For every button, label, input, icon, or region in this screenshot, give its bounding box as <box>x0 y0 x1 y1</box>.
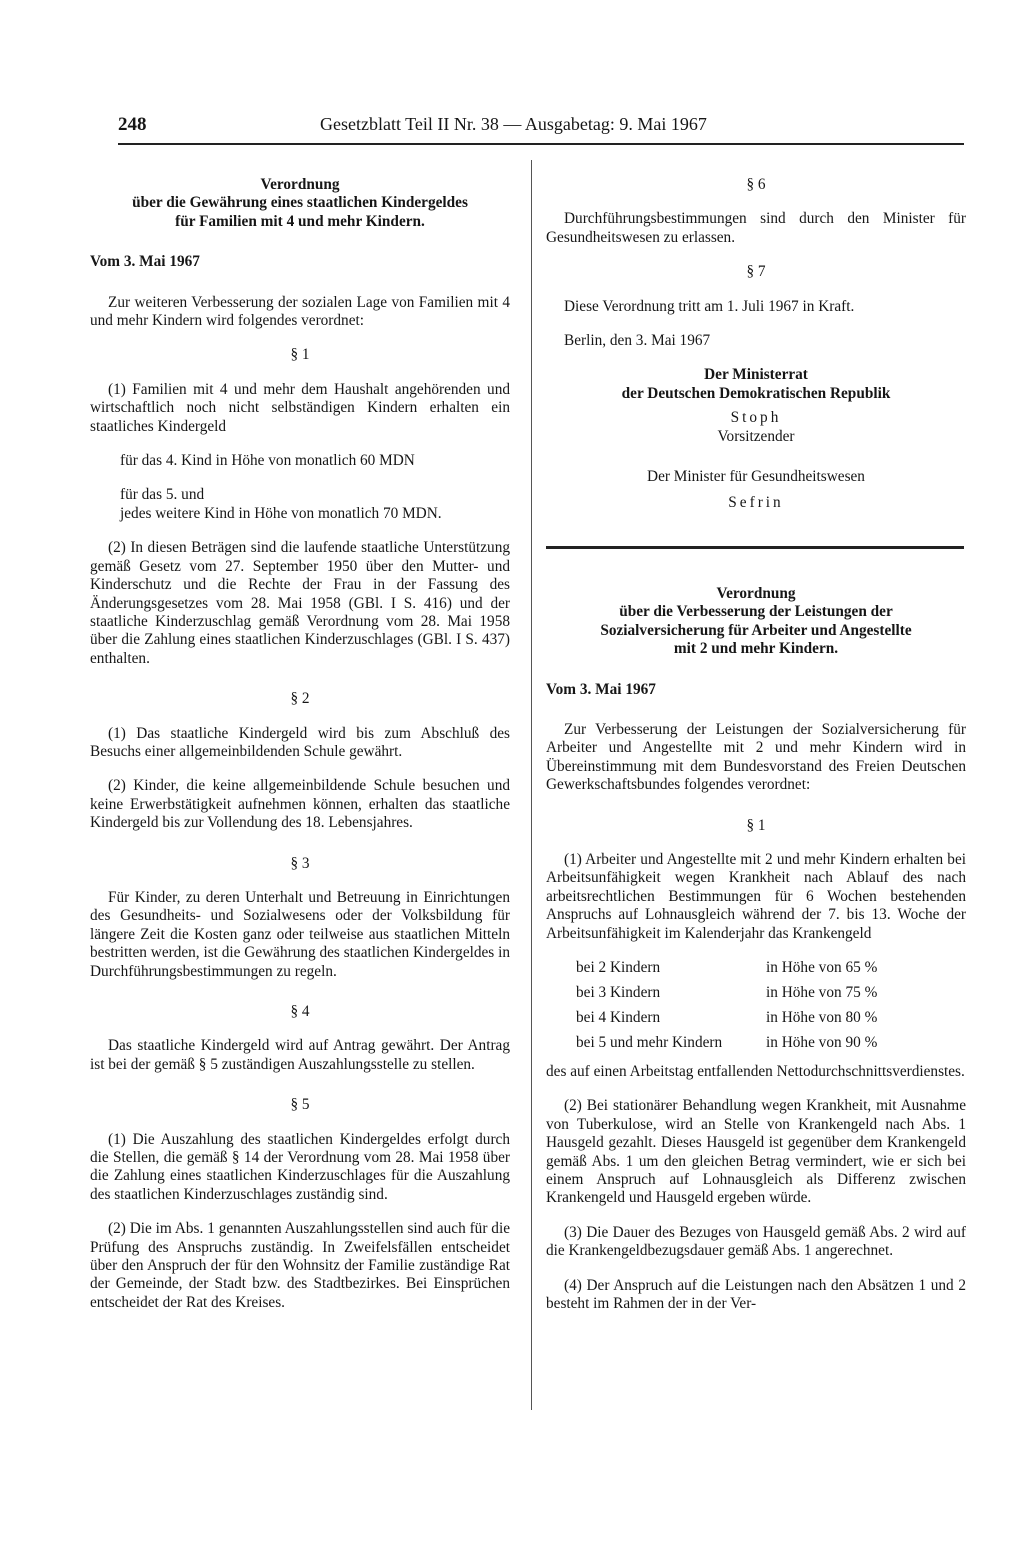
amount-line: für das 5. und <box>120 486 205 504</box>
table-row <box>576 1030 877 1055</box>
paragraph: (3) Die Dauer des Bezuges von Hausgeld gemäß Abs. 2 wird auf die Krankengeldbezugsdauer gemäß Abs. 1 angerechnet. <box>546 1223 966 1260</box>
amount-line: für das 4. Kind in Höhe von monatlich 60 MDN <box>120 452 415 470</box>
section-heading: § 6 <box>746 176 766 193</box>
page-number: 248 <box>118 114 147 135</box>
table-row <box>576 955 877 980</box>
paragraph: Diese Verordnung tritt am 1. Juli 1967 in Kraft. <box>564 297 855 315</box>
paragraph: (4) Der Anspruch auf die Leistungen nach den Absätzen 1 und 2 besteht im Rahmen der in der Ver- <box>546 1276 966 1313</box>
paragraph: (2) Kinder, die keine allgemeinbildende Schule besuchen und keine Erwerbstätigkeit aufnehmen können, erhalten das staatliche Kindergeld bis zur Vollendung des 18. Lebensjahres. <box>90 777 510 832</box>
section-heading: § 1 <box>746 816 766 834</box>
council-name: Der Ministerrat <box>704 366 808 384</box>
rate-condition: bei 3 Kindern <box>576 983 661 1001</box>
rate-value: in Höhe von 75 % <box>766 983 878 1001</box>
section-heading: § 2 <box>290 690 310 708</box>
rate-condition: bei 2 Kindern <box>576 958 661 976</box>
title-line: mit 2 und mehr Kindern. <box>673 640 839 658</box>
signatory-role: Der Minister für Gesundheitswesen <box>647 468 865 486</box>
paragraph: (1) Das staatliche Kindergeld wird bis zum Abschluß des Besuchs einer allgemeinbildenden Schule gewährt. <box>90 724 510 760</box>
paragraph: des auf einen Arbeitstag entfallenden Nettodurchschnittsverdienstes. <box>546 1062 965 1080</box>
section-heading: § 1 <box>290 346 310 364</box>
paragraph: (2) Bei stationärer Behandlung wegen Krankheit, mit Ausnahme von Tuberkulose, wird an Stelle von Krankengeld nach Abs. 1 Hausgeld gezahlt. Dieses Hausgeld ist gegenüber dem Krankengeld gemäß Abs. 1 um den gleichen Betrag vermindert, wie er sich bei einem Anspruch auf Lohnausgleich als Differenz zwischen Krankengeld und Hausgeld ergeben würde. <box>546 1097 966 1207</box>
ordinance-date: Vom 3. Mai 1967 <box>90 253 200 271</box>
ordinance-date: Vom 3. Mai 1967 <box>546 680 656 698</box>
column-divider <box>531 160 532 1410</box>
ordinance-title <box>546 585 966 659</box>
title-line: über die Gewährung eines staatlichen Kindergeldes <box>132 194 468 212</box>
paragraph: (2) Die im Abs. 1 genannten Auszahlungsstellen sind auch für die Prüfung des Anspruchs zuständig. In Zweifelsfällen entscheidet über den Anspruch der für den Wohnsitz der Familie zuständige Rat der Gemeinde, der Stadt bzw. des Stadtbezirkes. Bei Einsprüchen entscheidet der Rat des Kreises. <box>90 1220 510 1311</box>
title-line: Verordnung <box>716 584 796 602</box>
rate-value: in Höhe von 65 % <box>766 958 878 976</box>
ordinance-title <box>90 176 510 231</box>
rate-value: in Höhe von 80 % <box>766 1008 878 1026</box>
title-line: über die Verbesserung der Leistungen der <box>619 603 893 621</box>
section-heading: § 7 <box>746 263 766 281</box>
place-date: Berlin, den 3. Mai 1967 <box>564 332 711 350</box>
section-heading: § 4 <box>290 1003 310 1020</box>
rate-value: in Höhe von 90 % <box>766 1033 878 1051</box>
paragraph: Durchführungsbestimmungen sind durch den Minister für Gesundheitswesen zu erlassen. <box>546 210 966 246</box>
right-column <box>546 176 966 1313</box>
section-rule <box>546 546 964 549</box>
rate-condition: bei 4 Kindern <box>576 1008 661 1026</box>
section-heading: § 5 <box>290 1096 310 1114</box>
rate-table <box>576 955 877 1055</box>
council-name: der Deutschen Demokratischen Republik <box>621 384 891 402</box>
rate-condition: bei 5 und mehr Kindern <box>576 1033 723 1051</box>
title-line: Sozialversicherung für Arbeiter und Angestellte <box>600 621 912 639</box>
paragraph: (1) Familien mit 4 und mehr dem Haushalt angehörenden und wirtschaftlich noch nicht selbständigen Kindern erhalten ein staatliches Kindergeld <box>90 380 510 435</box>
preamble: Zur weiteren Verbesserung der sozialen Lage von Familien mit 4 und mehr Kindern wird folgendes verordnet: <box>90 293 510 330</box>
title-line: für Familien mit 4 und mehr Kindern. <box>175 212 425 230</box>
paragraph: Für Kinder, zu deren Unterhalt und Betreuung in Einrichtungen des Gesundheits- und Sozialwesens oder der Volksbildung für längere Zeit die Kosten ganz oder teilweise aus staatlichen Mitteln bestritten werden, ist die Gewährung des staatlichen Kindergeldes in Durchführungsbestimmungen zu regeln. <box>90 888 510 980</box>
table-row <box>576 980 877 1005</box>
running-title: Gesetzblatt Teil II Nr. 38 — Ausgabetag: 9. Mai 1967 <box>320 114 707 134</box>
page-header <box>118 114 964 144</box>
paragraph: (1) Arbeiter und Angestellte mit 2 und mehr Kindern erhalten bei Arbeitsunfähigkeit wegen Krankheit nach Ablauf des nach arbeitsrechtlichen Bestimmungen für 6 Wochen bestehenden Anspruchs auf Lohnausgleich während der 7. bis 13. Woche der Arbeitsunfähigkeit im Kalenderjahr das Krankengeld <box>546 850 966 942</box>
header-rule <box>118 143 964 145</box>
paragraph: (2) In diesen Beträgen sind die laufende staatliche Unterstützung gemäß Gesetz vom 27. September 1950 über den Mutter- und Kinderschutz und die Rechte der Frau in der Fassung des Änderungsgesetzes vom 28. Mai 1958 (GBl. I S. 416) und der staatliche Kinderzuschlag gemäß Verordnung vom 28. Mai 1958 über die Zahlung eines staatlichen Kinderzuschlages (GBl. I S. 437) enthalten. <box>90 539 510 667</box>
preamble: Zur Verbesserung der Leistungen der Sozialversicherung für Arbeiter und Angestellte mit 2 und mehr Kindern wird in Übereinstimmung mit dem Bundesvorstand des Freien Deutschen Gewerkschaftsbundes folgendes verordnet: <box>546 720 966 794</box>
left-column <box>90 176 510 1312</box>
paragraph: Das staatliche Kindergeld wird auf Antrag gewährt. Der Antrag ist bei der gemäß § 5 zuständigen Auszahlungsstelle zu stellen. <box>90 1037 510 1073</box>
title-line: Verordnung <box>260 176 340 193</box>
paragraph: (1) Die Auszahlung des staatlichen Kindergeldes erfolgt durch die Stellen, die gemäß § 14 der Verordnung vom 28. Mai 1958 über die Zahlung eines staatlichen Kinderzuschlages für die Auszahlung des staatlichen Kinderzuschlages zuständig sind. <box>90 1130 510 1203</box>
table-row <box>576 1005 877 1030</box>
signatory-role: Vorsitzender <box>717 427 795 445</box>
amount-line: jedes weitere Kind in Höhe von monatlich 70 MDN. <box>120 504 442 522</box>
signatory-name: Stoph <box>730 409 782 427</box>
signatory-name: Sefrin <box>728 494 784 512</box>
section-heading: § 3 <box>290 854 310 872</box>
